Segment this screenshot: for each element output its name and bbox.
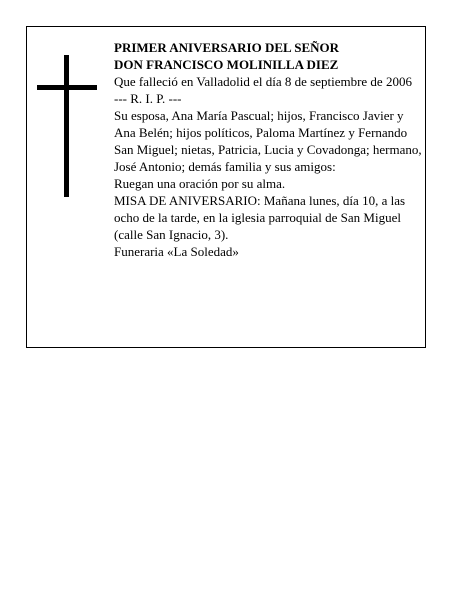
obituary-notice [26, 26, 426, 348]
family-list: Su esposa, Ana María Pascual; hijos, Francisco Javier y Ana Belén; hijos políticos, Paloma Martínez y Fernando San Miguel; nietas, Patricia, Lucia y Covadonga; hermano, José Antonio; demás familia y sus amigos: [114, 108, 422, 174]
cross-icon [37, 55, 97, 197]
funeral-home: Funeraria «La Soledad» [114, 244, 239, 259]
mass-info: MISA DE ANIVERSARIO: Mañana lunes, día 10, a las ocho de la tarde, en la iglesia parroquial de San Miguel (calle San Ignacio, 3). [114, 193, 406, 242]
title-line-1: PRIMER ANIVERSARIO DEL SEÑOR [114, 40, 340, 55]
title-line-2: DON FRANCISCO MOLINILLA DIEZ [114, 57, 339, 72]
notice-text [114, 39, 424, 260]
cross-horizontal-bar [37, 85, 97, 90]
cross-vertical-bar [64, 55, 69, 197]
rip-line: --- R. I. P. --- [114, 91, 182, 106]
prayer-request: Ruegan una oración por su alma. [114, 176, 286, 191]
death-info: Que falleció en Valladolid el día 8 de septiembre de 2006 [114, 74, 412, 89]
